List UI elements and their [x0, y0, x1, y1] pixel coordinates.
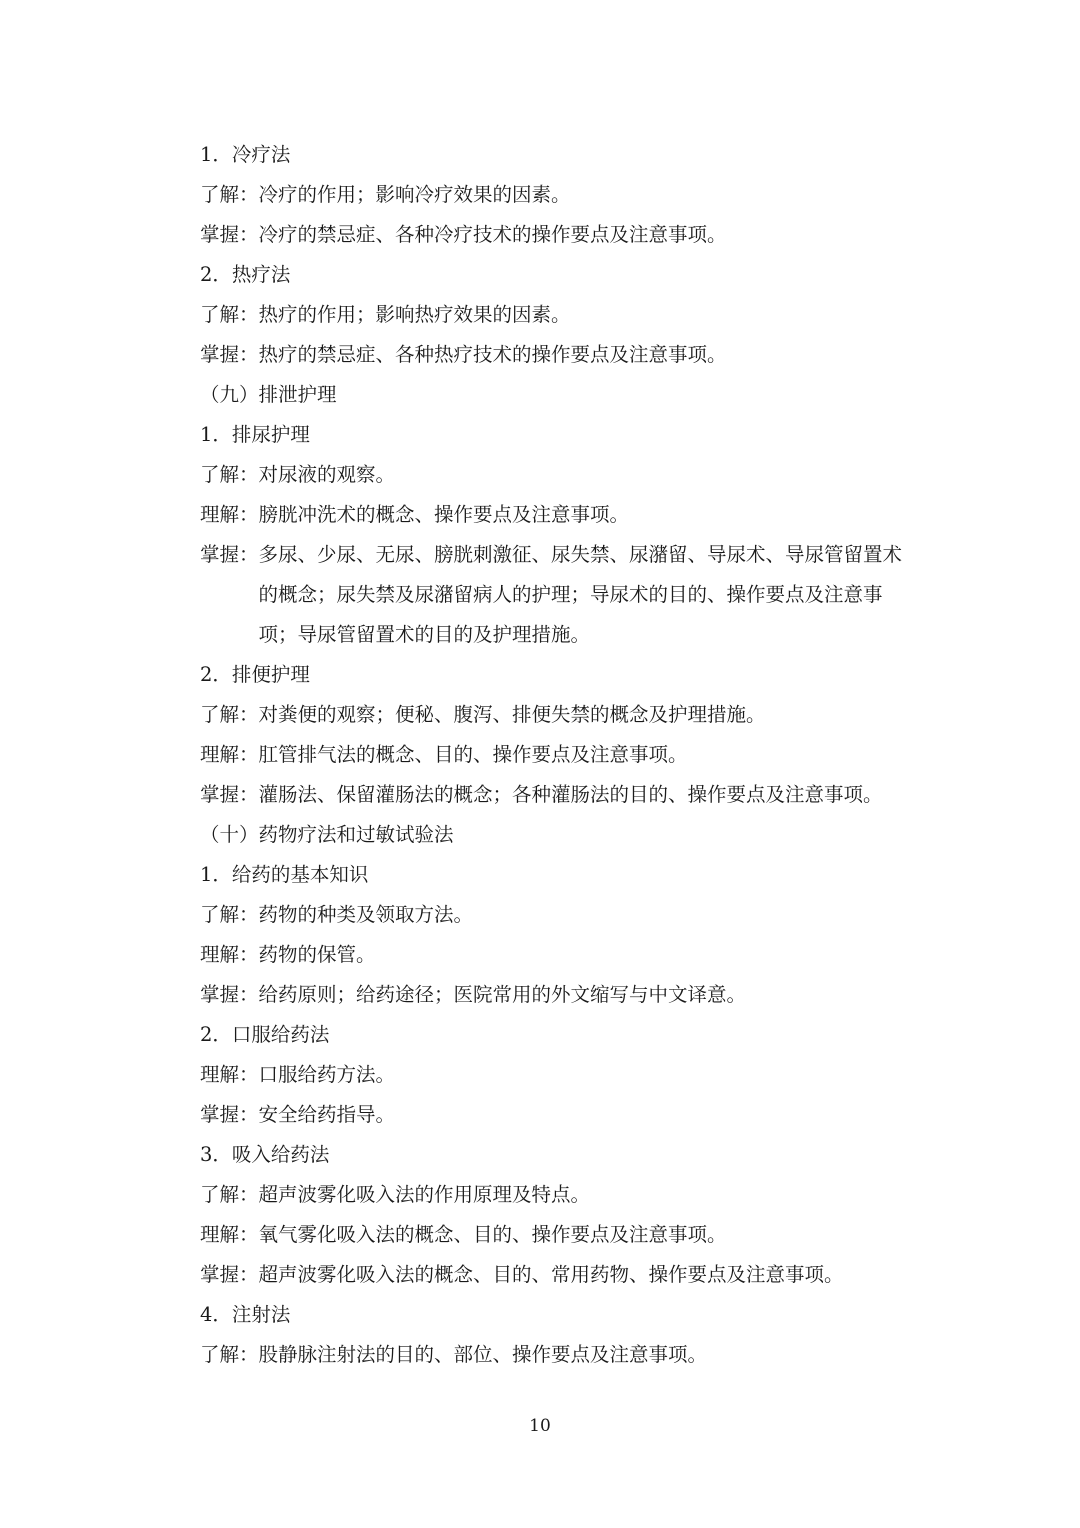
requirement-entry — [200, 975, 930, 1015]
entry-label: 了解： — [200, 303, 259, 326]
requirement-entry — [200, 735, 930, 775]
requirement-entry — [200, 295, 930, 335]
entry-text: 口服给药方法。 — [258, 1063, 396, 1086]
section-heading: 2．排便护理 — [200, 663, 310, 686]
requirement-entry — [200, 935, 930, 975]
section-heading: （九）排泄护理 — [200, 383, 337, 406]
section-heading: 2．热疗法 — [200, 263, 291, 286]
entry-text: 安全给药指导。 — [258, 1103, 396, 1126]
requirement-entry — [200, 1055, 930, 1095]
entry-label: 理解： — [200, 503, 259, 526]
requirement-entry — [200, 1175, 930, 1215]
entry-text: 氧气雾化吸入法的概念、目的、操作要点及注意事项。 — [258, 1223, 727, 1246]
page-number: 10 — [529, 1416, 551, 1436]
entry-label: 掌握： — [200, 343, 259, 366]
requirement-entry — [200, 335, 930, 375]
entry-text: 对尿液的观察。 — [258, 463, 396, 486]
requirement-entry — [200, 495, 930, 535]
section-heading: 3．吸入给药法 — [200, 1143, 330, 1166]
requirement-entry — [200, 175, 930, 215]
entry-label: 掌握： — [200, 783, 259, 806]
entry-text: 肛管排气法的概念、目的、操作要点及注意事项。 — [258, 743, 688, 766]
requirement-entry — [200, 215, 930, 255]
section-heading: 1．排尿护理 — [200, 423, 310, 446]
requirement-entry — [200, 1215, 930, 1255]
entry-text: 超声波雾化吸入法的概念、目的、常用药物、操作要点及注意事项。 — [258, 1263, 844, 1286]
requirement-entry — [200, 695, 930, 735]
entry-label: 掌握： — [200, 1263, 259, 1286]
entry-label: 理解： — [200, 1223, 259, 1246]
entry-label: 掌握： — [200, 223, 259, 246]
entry-text: 冷疗的禁忌症、各种冷疗技术的操作要点及注意事项。 — [258, 223, 727, 246]
requirement-entry — [200, 775, 930, 815]
entry-label: 了解： — [200, 183, 259, 206]
requirement-entry — [200, 895, 930, 935]
entry-label: 了解： — [200, 1183, 259, 1206]
entry-text: 膀胱冲洗术的概念、操作要点及注意事项。 — [258, 503, 630, 526]
entry-text: 股静脉注射法的目的、部位、操作要点及注意事项。 — [258, 1343, 708, 1366]
entry-text: 灌肠法、保留灌肠法的概念；各种灌肠法的目的、操作要点及注意事项。 — [258, 783, 883, 806]
entry-label: 了解： — [200, 463, 259, 486]
entry-label: 了解： — [200, 903, 259, 926]
entry-text: 热疗的作用；影响热疗效果的因素。 — [258, 303, 571, 326]
entry-label: 理解： — [200, 743, 259, 766]
section-heading: 2．口服给药法 — [200, 1023, 330, 1046]
section-heading: 1．给药的基本知识 — [200, 863, 369, 886]
section-heading: （十）药物疗法和过敏试验法 — [200, 823, 454, 846]
entry-label: 了解： — [200, 703, 259, 726]
document-body — [200, 135, 930, 1375]
entry-text: 药物的种类及领取方法。 — [258, 903, 474, 926]
section-heading: 1．冷疗法 — [200, 143, 291, 166]
entry-text: 给药原则；给药途径；医院常用的外文缩写与中文译意。 — [258, 983, 747, 1006]
entry-text: 超声波雾化吸入法的作用原理及特点。 — [258, 1183, 591, 1206]
entry-text: 热疗的禁忌症、各种热疗技术的操作要点及注意事项。 — [258, 343, 727, 366]
entry-label: 理解： — [200, 1063, 259, 1086]
entry-label: 掌握： — [200, 983, 259, 1006]
entry-text: 对粪便的观察；便秘、腹泻、排便失禁的概念及护理措施。 — [258, 703, 766, 726]
entry-label: 理解： — [200, 943, 259, 966]
entry-label: 掌握： — [200, 1103, 259, 1126]
requirement-entry — [200, 455, 930, 495]
requirement-entry — [200, 1095, 930, 1135]
entry-text: 药物的保管。 — [258, 943, 376, 966]
requirement-entry — [200, 1255, 930, 1295]
requirement-entry — [200, 1335, 930, 1375]
requirement-entry — [200, 535, 930, 655]
entry-text: 冷疗的作用；影响冷疗效果的因素。 — [258, 183, 571, 206]
entry-text: 多尿、少尿、无尿、膀胱刺激征、尿失禁、尿潴留、导尿术、导尿管留置术的概念；尿失禁及尿潴留病人的护理；导尿术的目的、操作要点及注意事项；导尿管留置术的目的及护理措施。 — [258, 543, 903, 646]
entry-label: 掌握： — [200, 543, 259, 566]
entry-label: 了解： — [200, 1343, 259, 1366]
section-heading: 4．注射法 — [200, 1303, 291, 1326]
